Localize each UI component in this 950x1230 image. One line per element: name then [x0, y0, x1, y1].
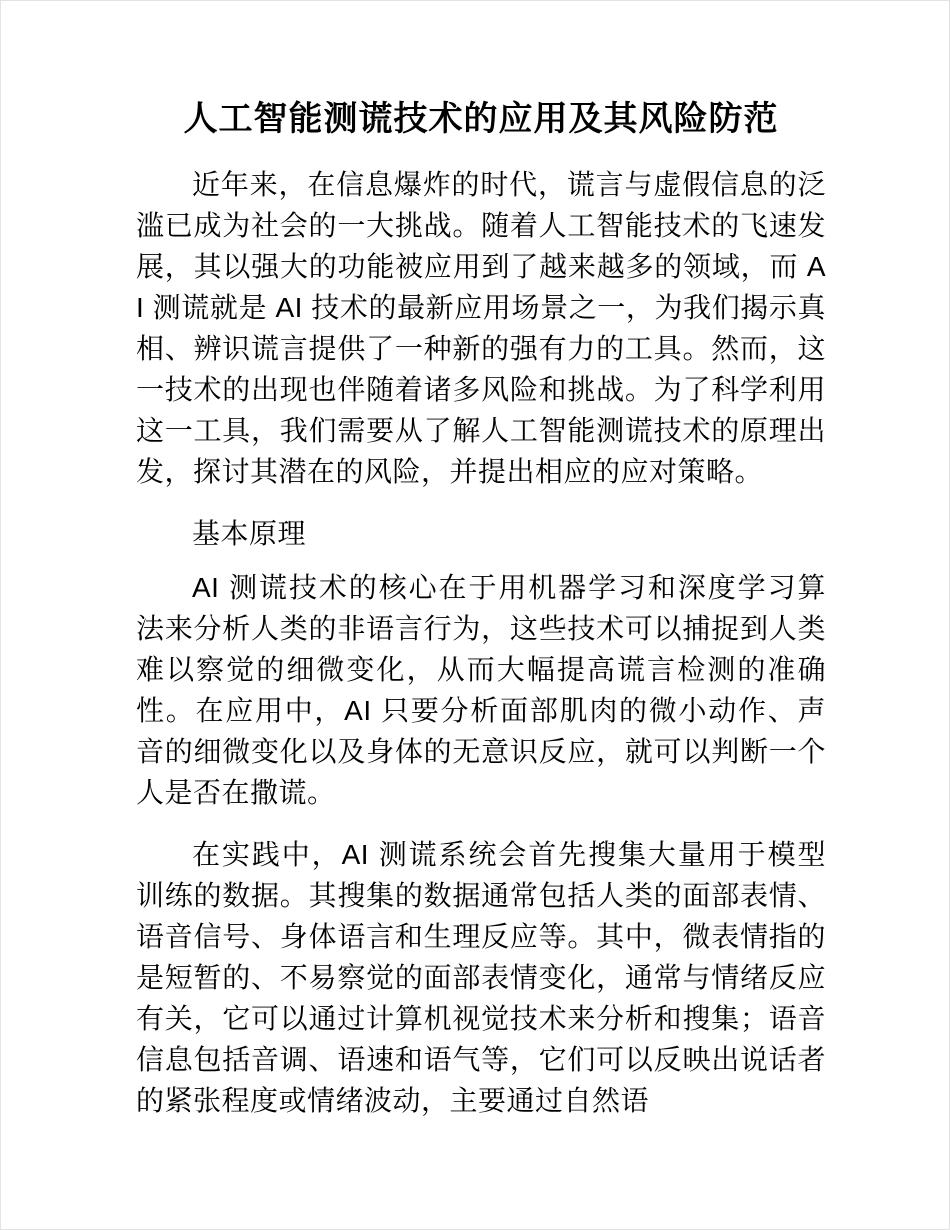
paragraph-principles: AI 测谎技术的核心在于用机器学习和深度学习算法来分析人类的非语言行为，这些技术可以捕捉到人类难以察觉的细微变化，从而大幅提高谎言检测的准确性。在应用中，AI 只要分析面部肌肉的微小动作、声音的细微变化以及身体的无意识反应，就可以判断一个人是否在撒谎。 — [136, 572, 826, 808]
section-heading-basic-principles: 基本原理 — [192, 518, 307, 549]
document-title: 人工智能测谎技术的应用及其风险防范 — [183, 100, 779, 138]
paragraph-intro: 近年来，在信息爆炸的时代，谎言与虚假信息的泛滥已成为社会的一大挑战。随着人工智能技术的飞速发展，其以强大的功能被应用到了越来越多的领域，而 AI 测谎就是 AI 技术的最新应用场景之一，为我们揭示真相、辨识谎言提供了一种新的强有力的工具。然而，这一技术的出现也伴随着诸多风险和挑战。为了科学利用这一工具，我们需要从了解人工智能测谎技术的原理出发，探讨其潜在的风险，并提出相应的应对策略。 — [136, 169, 826, 487]
paragraph-practice: 在实践中，AI 测谎系统会首先搜集大量用于模型训练的数据。其搜集的数据通常包括人类的面部表情、语音信号、身体语言和生理反应等。其中，微表情指的是短暂的、不易察觉的面部表情变化，通常与情绪反应有关，它可以通过计算机视觉技术来分析和搜集；语音信息包括音调、语速和语气等，它们可以反映出说话者的紧张程度或情绪波动，主要通过自然语 — [136, 839, 826, 1116]
